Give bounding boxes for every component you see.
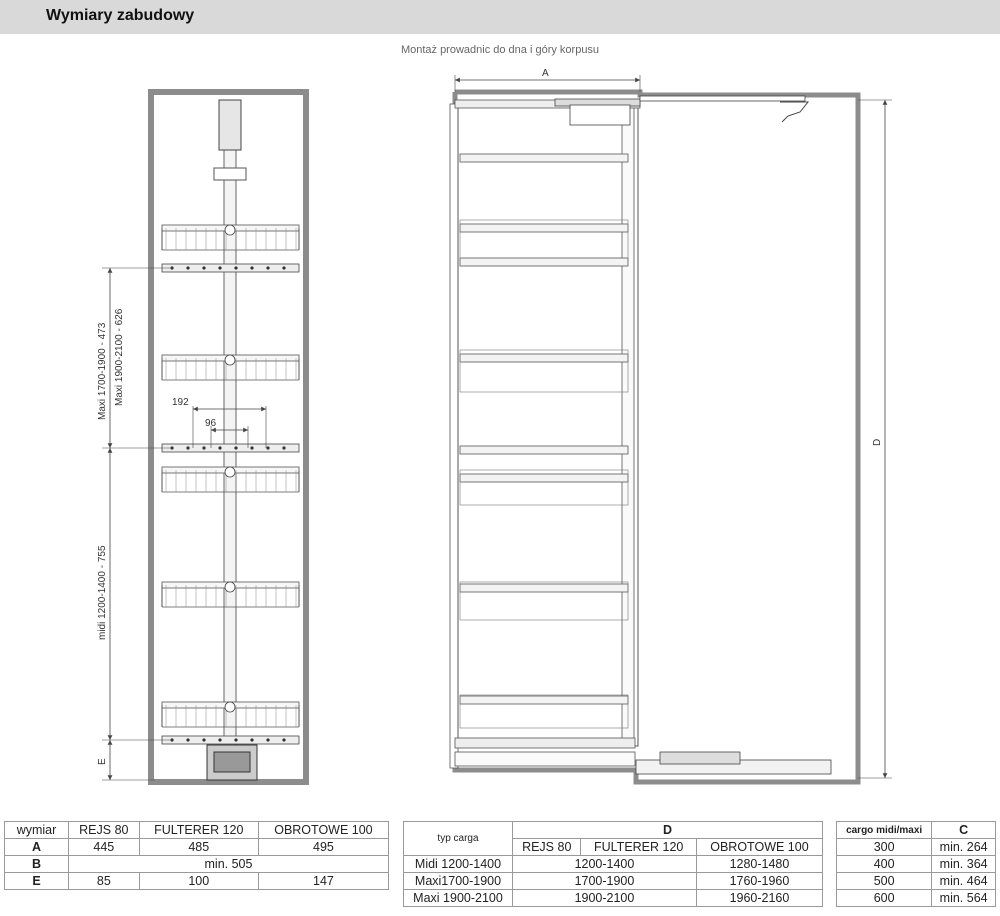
table1-header: wymiar — [5, 822, 69, 839]
table-cell: 495 — [258, 839, 388, 856]
dim-maxi2-label: Maxi 1900-2100 - 626 — [114, 308, 125, 406]
table-row — [5, 839, 389, 856]
table3-header: C — [932, 822, 996, 839]
side-shelf — [460, 154, 628, 162]
rail-bolt — [266, 266, 269, 269]
rail-bolt — [186, 446, 189, 449]
table-cell: 445 — [69, 839, 140, 856]
table-row — [837, 839, 996, 856]
row-label: Midi 1200-1400 — [404, 856, 513, 873]
table-row — [404, 873, 823, 890]
dim-midi-label: midi 1200-1400 - 755 — [97, 545, 108, 640]
rail-bolt — [234, 446, 237, 449]
page-title: Wymiary zabudowy — [46, 7, 195, 24]
rail-bolt — [250, 738, 253, 741]
rail-bolt — [186, 266, 189, 269]
cargo-c-table — [836, 821, 996, 907]
table-row — [5, 873, 389, 890]
table2-subheader: FULTERER 120 — [581, 839, 696, 856]
rail-bolt — [266, 738, 269, 741]
rail — [162, 736, 299, 744]
dimensions-table — [4, 821, 389, 890]
table-row — [404, 856, 823, 873]
dim-d-label: D — [872, 438, 883, 446]
table-cell: min. 364 — [932, 856, 996, 873]
rail-bolt — [170, 266, 173, 269]
table3-header: cargo midi/maxi — [837, 822, 932, 839]
rail-bolt — [170, 446, 173, 449]
table-cell: 600 — [837, 890, 932, 907]
dim-maxi-label: Maxi 1700-1900 - 473 — [97, 322, 108, 420]
table-cell: min. 264 — [932, 839, 996, 856]
table-cell: 1200-1400 — [513, 856, 697, 873]
row-label: E — [5, 873, 69, 890]
side-shelf — [460, 354, 628, 362]
table-row — [837, 873, 996, 890]
table-cell: 85 — [69, 873, 140, 890]
row-label: A — [5, 839, 69, 856]
side-shelf — [460, 474, 628, 482]
rail-bolt — [282, 738, 285, 741]
dim-a-label: A — [542, 68, 549, 79]
drawing-subtitle: Montaż prowadnic do dna i góry korpusu — [400, 44, 600, 56]
dim-96-label: 96 — [205, 418, 217, 429]
table-cell: 1280-1480 — [696, 856, 822, 873]
rail-bolt — [250, 446, 253, 449]
dim-192-label: 192 — [172, 397, 189, 408]
table-cell: min. 505 — [69, 856, 389, 873]
rail-bolt — [234, 738, 237, 741]
side-shelf — [460, 584, 628, 592]
side-shelf — [460, 446, 628, 454]
rail-bolt — [170, 738, 173, 741]
rail-bolt — [218, 738, 221, 741]
side-view — [450, 68, 892, 782]
row-label: Maxi1700-1900 — [404, 873, 513, 890]
rail-bolt — [186, 738, 189, 741]
table-cell: 300 — [837, 839, 932, 856]
table-cell: 500 — [837, 873, 932, 890]
table-cell: 485 — [139, 839, 258, 856]
table-row — [837, 856, 996, 873]
rail — [162, 264, 299, 272]
table-cell: min. 464 — [932, 873, 996, 890]
rail-bolt — [202, 738, 205, 741]
rail-bolt — [202, 446, 205, 449]
table-row — [404, 890, 823, 907]
table2-d-header: D — [513, 822, 823, 839]
bottom-rail — [455, 738, 635, 748]
front-view — [97, 92, 306, 782]
side-cabinet-outline — [455, 92, 858, 782]
row-label: Maxi 1900-2100 — [404, 890, 513, 907]
table-row — [837, 890, 996, 907]
table-cell: min. 564 — [932, 890, 996, 907]
rail-bolt — [218, 266, 221, 269]
rail-bolt — [234, 266, 237, 269]
rail-bolt — [250, 266, 253, 269]
side-shelf — [460, 258, 628, 266]
rail-bolt — [218, 446, 221, 449]
table-cell: 1900-2100 — [513, 890, 697, 907]
table-cell: 1700-1900 — [513, 873, 697, 890]
table-row — [5, 856, 389, 873]
table-cell: 400 — [837, 856, 932, 873]
table1-header: REJS 80 — [69, 822, 140, 839]
dim-e-label: E — [97, 758, 108, 765]
table2-subheader: OBROTOWE 100 — [696, 839, 822, 856]
side-shelf — [460, 224, 628, 232]
table-cell: 147 — [258, 873, 388, 890]
center-column — [224, 100, 236, 770]
rail-bolt — [202, 266, 205, 269]
side-shelf — [460, 696, 628, 704]
rail — [162, 444, 299, 452]
table2-subheader: REJS 80 — [513, 839, 581, 856]
cargo-type-table — [403, 821, 823, 907]
table1-header: FULTERER 120 — [139, 822, 258, 839]
rail-bolt — [266, 446, 269, 449]
rail-bolt — [282, 446, 285, 449]
table1-header: OBROTOWE 100 — [258, 822, 388, 839]
top-mechanism — [219, 100, 241, 150]
table-cell: 1760-1960 — [696, 873, 822, 890]
rail-bolt — [282, 266, 285, 269]
row-label: B — [5, 856, 69, 873]
table-cell: 100 — [139, 873, 258, 890]
pullout-frame — [458, 104, 638, 746]
table-cell: 1960-2160 — [696, 890, 822, 907]
table2-type-header: typ carga — [404, 822, 513, 856]
